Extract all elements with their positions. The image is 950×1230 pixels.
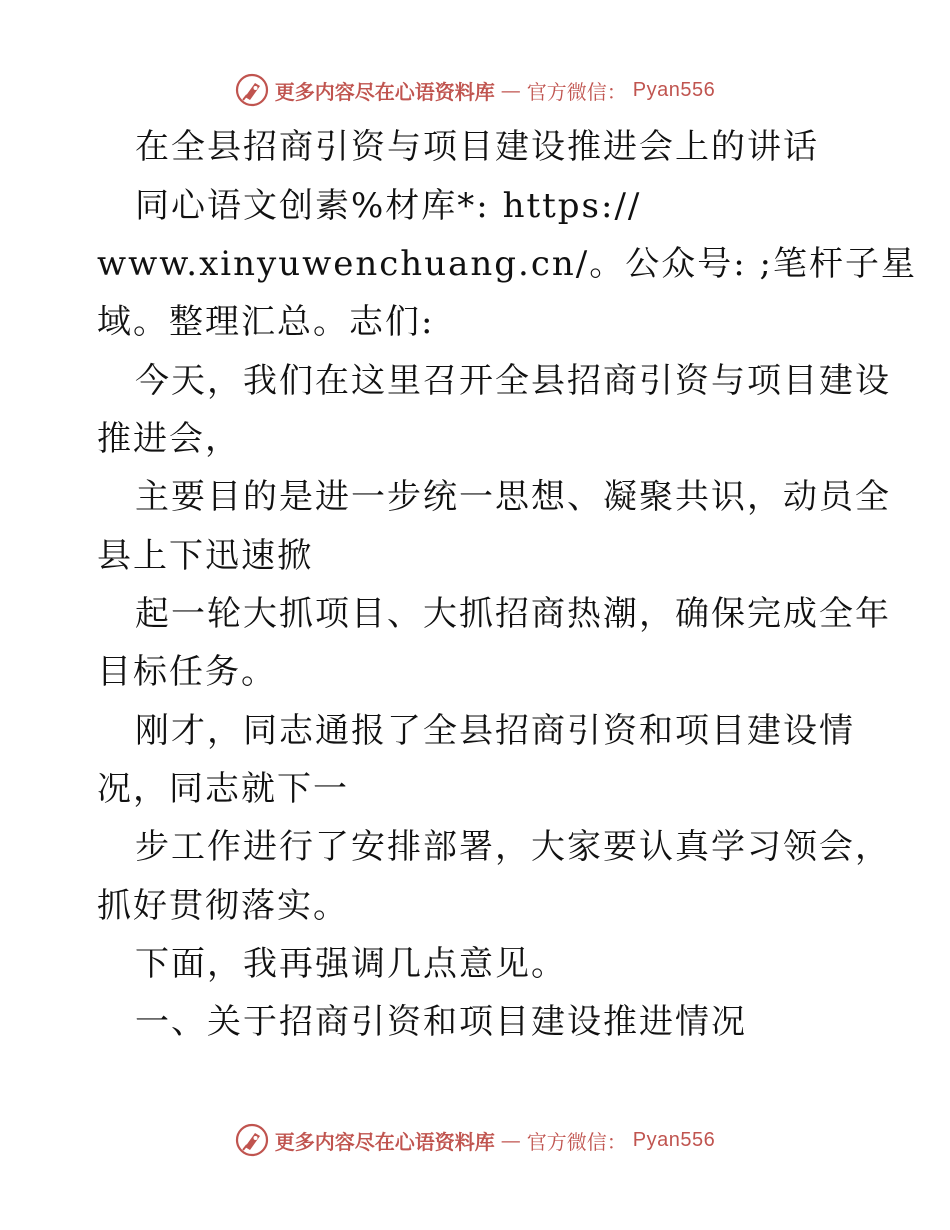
pen-nib-icon <box>235 1123 269 1157</box>
watermark-dash: — <box>500 78 521 102</box>
paragraph-line: 步工作进行了安排部署，大家要认真学习领会， <box>135 827 891 867</box>
paragraph-line: 下面，我再强调几点意见。 <box>135 944 567 984</box>
paragraph-line: 况，同志就下一 <box>97 769 349 809</box>
watermark-main-text: 更多内容尽在心语资料库 <box>274 1129 495 1154</box>
watermark-banner-top <box>0 70 950 110</box>
paragraph-line: 推进会， <box>97 419 241 459</box>
paragraph-line: 起一轮大抓项目、大抓招商热潮，确保完成全年 <box>135 594 891 634</box>
document-title: 在全县招商引资与项目建设推进会上的讲话 <box>135 127 819 167</box>
pen-nib-icon <box>235 73 269 107</box>
watermark-dash: — <box>500 1128 521 1152</box>
watermark-banner-bottom <box>0 1120 950 1160</box>
watermark-main-text: 更多内容尽在心语资料库 <box>274 79 495 104</box>
paragraph-line: 抓好贯彻落实。 <box>97 886 349 926</box>
paragraph-line: 主要目的是进一步统一思想、凝聚共识，动员全 <box>135 477 891 517</box>
source-url-line: www.xinyuwenchuang.cn/。公众号: ;笔杆子星 <box>97 244 917 284</box>
watermark-official-label: 官方微信： <box>526 1129 627 1154</box>
watermark-official-label: 官方微信： <box>526 79 627 104</box>
paragraph-line: 目标任务。 <box>97 652 277 692</box>
source-suffix-line: 域。整理汇总。志们: <box>97 302 435 342</box>
source-prefix-line: 同心语文创素%材库*: https:// <box>135 186 642 226</box>
section-heading: 一、关于招商引资和项目建设推进情况 <box>135 1002 747 1042</box>
paragraph-line: 今天，我们在这里召开全县招商引资与项目建设 <box>135 361 891 401</box>
paragraph-line: 县上下迅速掀 <box>97 536 313 576</box>
watermark-wechat-id: Pyan556 <box>632 1128 716 1151</box>
watermark-wechat-id: Pyan556 <box>632 78 716 101</box>
paragraph-line: 刚才，同志通报了全县招商引资和项目建设情 <box>135 711 855 751</box>
